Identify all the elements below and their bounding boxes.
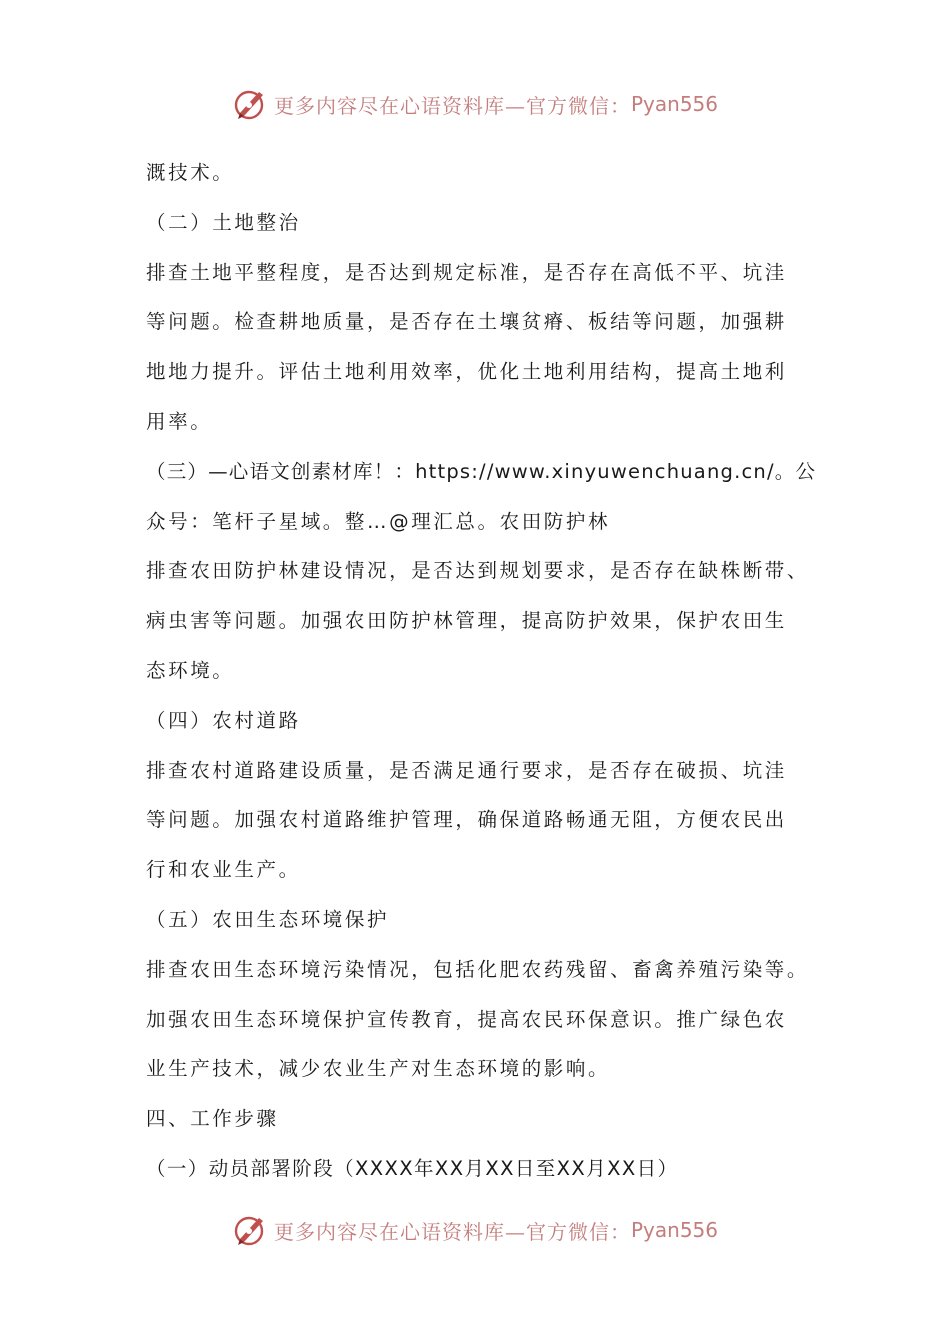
text-line: 等问题。加强农村道路维护管理，确保道路畅通无阻，方便农民出: [146, 808, 787, 832]
text-line: 等问题。检查耕地质量，是否存在土壤贫瘠、板结等问题，加强耕: [146, 310, 787, 334]
document-body: [146, 148, 817, 1194]
text-line: 病虫害等问题。加强农田防护林管理，提高防护效果，保护农田生: [146, 609, 787, 633]
text-line: 排查土地平整程度，是否达到规定标准，是否存在高低不平、坑洼: [146, 260, 787, 284]
pen-logo-icon: [232, 1212, 268, 1248]
section-heading: （四）农村道路: [146, 708, 301, 732]
section-heading: （五）农田生态环境保护: [146, 907, 390, 931]
text-line: 溉技术。: [146, 161, 235, 184]
pen-logo-icon: [232, 86, 268, 122]
watermark-text: 更多内容尽在心语资料库—官方微信：: [273, 1219, 631, 1244]
text-line: （三）—心语文创素材库！：https://www.xinyuwenchuang.cn/。公: [146, 459, 817, 483]
text-line: 用率。: [146, 409, 213, 433]
watermark-wechat: Pyan556: [630, 92, 718, 116]
text-line: 地地力提升。评估土地利用效率，优化土地利用结构，提高土地利: [146, 360, 787, 384]
watermark-wechat: Pyan556: [630, 1218, 718, 1242]
section-heading: （一）动员部署阶段（XXXX年XX月XX日至XX月XX日）: [146, 1156, 679, 1180]
text-line: 加强农田生态环境保护宣传教育，提高农民环保意识。推广绿色农: [146, 1007, 787, 1031]
header-watermark: [0, 84, 950, 124]
chapter-heading: 四、工作步骤: [146, 1107, 279, 1131]
text-line: 排查农田生态环境污染情况，包括化肥农药残留、畜禽养殖污染等。: [146, 957, 810, 981]
watermark-text: 更多内容尽在心语资料库—官方微信：: [273, 93, 631, 118]
footer-watermark: [0, 1210, 950, 1250]
text-line: 行和农业生产。: [146, 858, 301, 882]
section-heading: （二）土地整治: [146, 210, 301, 234]
text-line: 排查农田防护林建设情况，是否达到规划要求，是否存在缺株断带、: [146, 559, 810, 583]
text-line: 排查农村道路建设质量，是否满足通行要求，是否存在破损、坑洼: [146, 758, 787, 782]
text-line: 业生产技术，减少农业生产对生态环境的影响。: [146, 1057, 611, 1081]
text-line: 态环境。: [146, 658, 235, 682]
text-line: 众号：笔杆子星域。整…@理汇总。农田防护林: [146, 509, 611, 533]
